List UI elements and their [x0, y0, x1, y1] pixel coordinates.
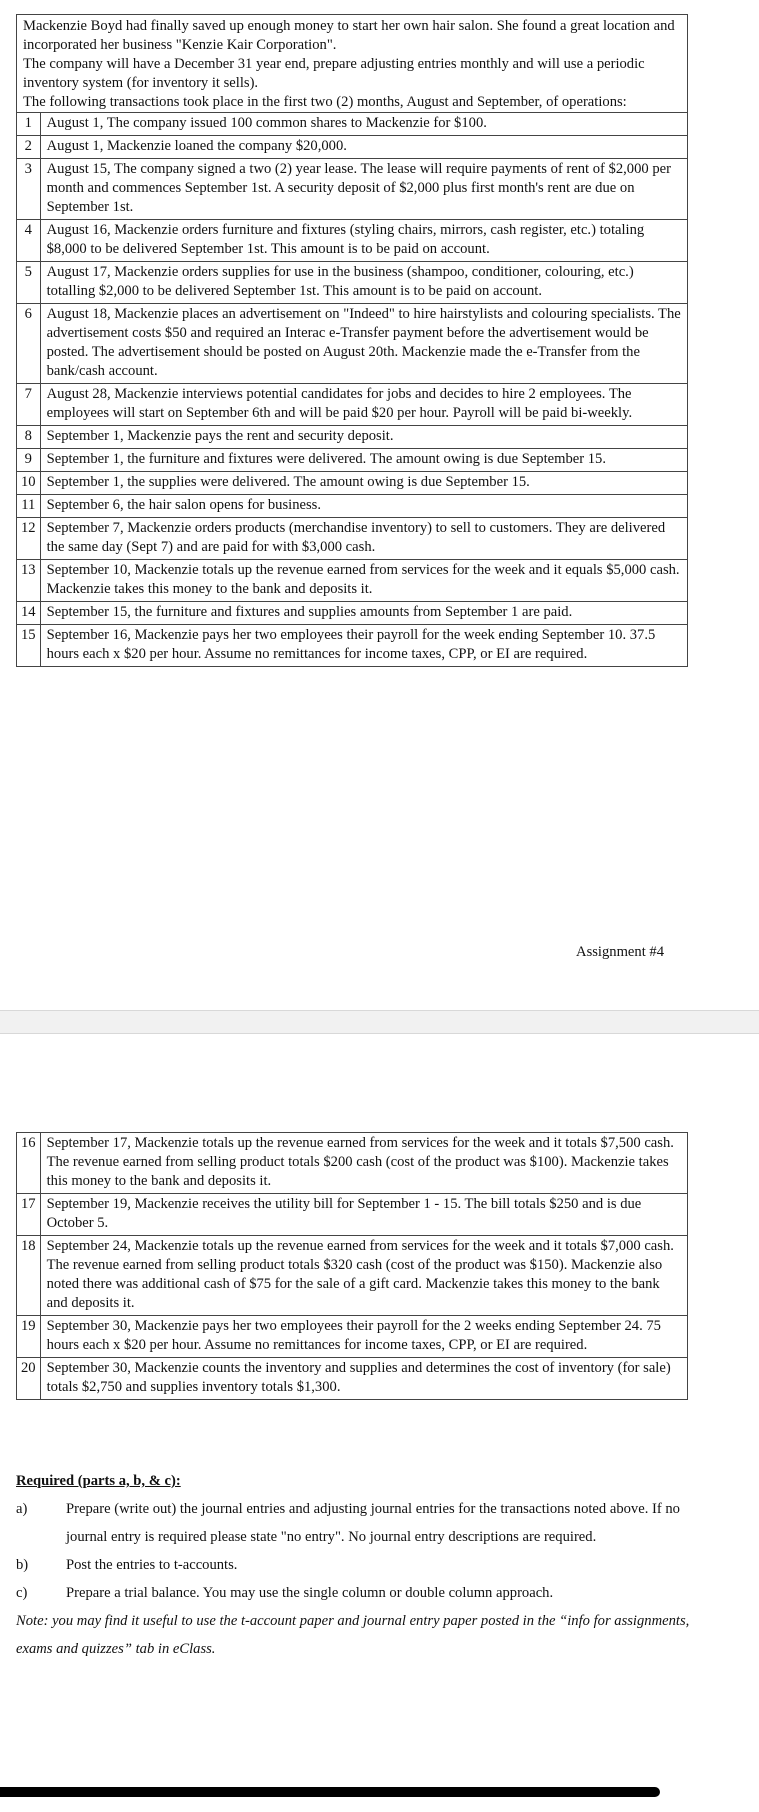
intro-paragraph: The following transactions took place in the first two (2) months, August and September, of operations:	[23, 94, 627, 110]
transaction-row	[17, 449, 687, 472]
transaction-row	[17, 518, 687, 560]
transaction-text: August 1, Mackenzie loaned the company $20,000.	[40, 136, 687, 159]
transaction-number: 5	[17, 262, 40, 304]
transaction-row	[17, 1358, 687, 1400]
transaction-text: September 30, Mackenzie pays her two employees their payroll for the 2 weeks ending September 24. 75 hours each x $20 per hour. Assume no remittances for income taxes, CPP, or EI are required.	[40, 1316, 687, 1358]
note-text: Note: you may find it useful to use the t-account paper and journal entry paper posted in the “info for assignments, exams and quizzes” tab in eClass.	[16, 1613, 690, 1657]
required-item	[16, 1495, 696, 1551]
transaction-number: 6	[17, 304, 40, 384]
transactions-box-1	[16, 14, 688, 667]
transaction-text: September 7, Mackenzie orders products (merchandise inventory) to sell to customers. They are delivered the same day (Sept 7) and are paid for with $3,000 cash.	[40, 518, 687, 560]
transaction-text: September 19, Mackenzie receives the utility bill for September 1 - 15. The bill totals $250 and is due October 5.	[40, 1194, 687, 1236]
transaction-number: 9	[17, 449, 40, 472]
transaction-number: 18	[17, 1236, 40, 1316]
transaction-row	[17, 159, 687, 220]
transaction-row	[17, 625, 687, 667]
transaction-number: 12	[17, 518, 40, 560]
transaction-number: 10	[17, 472, 40, 495]
transaction-text: September 6, the hair salon opens for business.	[40, 495, 687, 518]
scrollbar[interactable]	[0, 1787, 660, 1797]
transaction-text: September 15, the furniture and fixtures and supplies amounts from September 1 are paid.	[40, 602, 687, 625]
intro-text	[17, 15, 687, 113]
transaction-text: September 10, Mackenzie totals up the revenue earned from services for the week and it equals $5,000 cash. Mackenzie takes this money to the bank and deposits it.	[40, 560, 687, 602]
transaction-number: 2	[17, 136, 40, 159]
transaction-table-1	[17, 113, 687, 666]
transaction-text: September 1, Mackenzie pays the rent and security deposit.	[40, 426, 687, 449]
transaction-row	[17, 262, 687, 304]
transaction-row	[17, 472, 687, 495]
transaction-row	[17, 1133, 687, 1194]
transaction-text: August 1, The company issued 100 common shares to Mackenzie for $100.	[46, 115, 487, 131]
transaction-row	[17, 1236, 687, 1316]
required-title: Required (parts a, b, & c):	[16, 1473, 181, 1489]
transaction-row	[17, 220, 687, 262]
transaction-row	[17, 1316, 687, 1358]
transaction-number: 16	[17, 1133, 40, 1194]
required-item-text: Prepare (write out) the journal entries and adjusting journal entries for the transactions noted above. If no journal entry is required please state "no entry". No journal entry descriptions are required.	[66, 1501, 680, 1545]
required-section	[16, 1472, 696, 1663]
transaction-text: September 24, Mackenzie totals up the revenue earned from services for the week and it totals $7,000 cash. The revenue earned from selling product totals $320 cash (cost of the product was $150). Mackenzie also noted there was additional cash of $75 for the sale of a gift card. Mackenzie takes this money to the bank and deposits it.	[40, 1236, 687, 1316]
transaction-text: September 30, Mackenzie counts the inventory and supplies and determines the cost of inventory (for sale) totals $2,750 and supplies inventory totals $1,300.	[40, 1358, 687, 1400]
transaction-text: September 17, Mackenzie totals up the revenue earned from services for the week and it totals $7,500 cash. The revenue earned from selling product totals $200 cash (cost of the product was $100). Mackenzie takes this money to the bank and deposits it.	[46, 1135, 674, 1189]
transaction-text: August 18, Mackenzie places an advertisement on "Indeed" to hire hairstylists and colouring specialists. The advertisement costs $50 and required an Interac e-Transfer payment before the advertisement would be posted. The advertisement should be posted on August 20th. Mackenzie made the e-Transfer from the bank/cash account.	[40, 304, 687, 384]
transaction-number: 7	[17, 384, 40, 426]
required-item-letter: b)	[16, 1557, 29, 1573]
transaction-row	[17, 426, 687, 449]
transaction-row	[17, 384, 687, 426]
assignment-label: Assignment #4	[576, 944, 664, 960]
transaction-row	[17, 1194, 687, 1236]
transaction-table-2	[17, 1133, 687, 1399]
required-item	[16, 1579, 696, 1607]
transaction-text: September 16, Mackenzie pays her two employees their payroll for the week ending September 10. 37.5 hours each x $20 per hour. Assume no remittances for income taxes, CPP, or EI are required.	[40, 625, 687, 667]
transaction-row	[17, 495, 687, 518]
transaction-number: 19	[17, 1316, 40, 1358]
transaction-text: August 28, Mackenzie interviews potential candidates for jobs and decides to hire 2 employees. The employees will start on September 6th and will be paid $20 per hour. Payroll will be paid bi-weekly.	[40, 384, 687, 426]
transaction-number: 3	[17, 159, 40, 220]
transaction-row	[17, 304, 687, 384]
transaction-row	[17, 560, 687, 602]
transaction-number: 13	[17, 560, 40, 602]
transaction-text: August 15, The company signed a two (2) year lease. The lease will require payments of rent of $2,000 per month and commences September 1st. A security deposit of $2,000 plus first month's rent are due on September 1st.	[40, 159, 687, 220]
transaction-text: August 16, Mackenzie orders furniture and fixtures (styling chairs, mirrors, cash register, etc.) totaling $8,000 to be delivered September 1st. This amount is to be paid on account.	[40, 220, 687, 262]
transaction-text: September 1, the furniture and fixtures were delivered. The amount owing is due September 15.	[40, 449, 687, 472]
transactions-box-2	[16, 1132, 688, 1400]
intro-paragraph: Mackenzie Boyd had finally saved up enough money to start her own hair salon. She found a great location and incorporated her business "Kenzie Kair Corporation".	[23, 18, 675, 53]
required-item-letter: c)	[16, 1585, 28, 1601]
transaction-text: August 17, Mackenzie orders supplies for use in the business (shampoo, conditioner, colouring, etc.) totalling $2,000 to be delivered September 1st. This amount is to be paid on account.	[40, 262, 687, 304]
intro-paragraph: The company will have a December 31 year end, prepare adjusting entries monthly and will use a periodic inventory system (for inventory it sells).	[23, 56, 645, 91]
transaction-number: 11	[17, 495, 40, 518]
transaction-row	[17, 113, 687, 136]
required-item-text: Post the entries to t-accounts.	[66, 1557, 238, 1573]
transaction-number: 17	[17, 1194, 40, 1236]
transaction-number: 15	[17, 625, 40, 667]
transaction-number: 8	[17, 426, 40, 449]
transaction-number: 4	[17, 220, 40, 262]
transaction-row	[17, 602, 687, 625]
required-item-text: Prepare a trial balance. You may use the single column or double column approach.	[66, 1585, 554, 1601]
required-item	[16, 1551, 696, 1579]
required-item-letter: a)	[16, 1501, 28, 1517]
transaction-number: 14	[17, 602, 40, 625]
transaction-text: September 1, the supplies were delivered. The amount owing is due September 15.	[40, 472, 687, 495]
transaction-number: 20	[17, 1358, 40, 1400]
page-break	[0, 1010, 759, 1034]
transaction-row	[17, 136, 687, 159]
transaction-number: 1	[17, 113, 40, 136]
